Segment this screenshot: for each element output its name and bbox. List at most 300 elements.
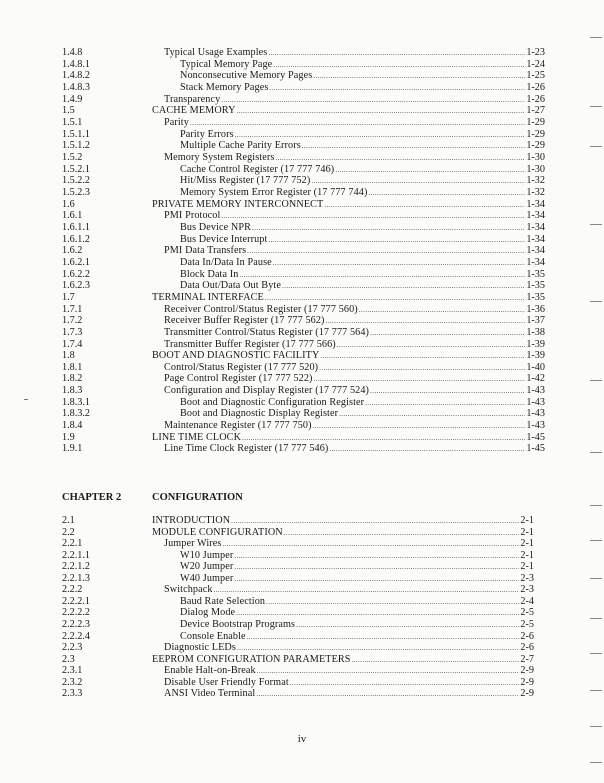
section-title: Line Time Clock Register (17 777 546) — [164, 443, 329, 455]
section-title: Configuration and Display Register (17 777 524) — [164, 385, 370, 397]
section-number: 1.5.1 — [62, 116, 83, 128]
toc-row — [0, 573, 604, 584]
dot-leader — [273, 258, 526, 269]
toc-row — [0, 280, 604, 291]
toc-row — [0, 117, 604, 128]
dot-leader — [314, 374, 526, 385]
toc-row — [0, 315, 604, 326]
section-title: Memory System Error Register (17 777 744) — [180, 186, 368, 198]
section-title: PMI Data Transfers — [164, 245, 247, 257]
page-ref: 2-1 — [520, 526, 534, 538]
toc-row — [0, 47, 604, 58]
page-ref: 2-1 — [520, 549, 534, 561]
toc-entry[interactable] — [164, 362, 545, 374]
toc-row — [0, 538, 604, 549]
dot-leader — [339, 409, 525, 420]
margin-tick — [590, 37, 602, 38]
dot-leader — [296, 620, 519, 631]
section-title: Maintenance Register (17 777 750) — [164, 420, 312, 432]
toc-row — [0, 607, 604, 618]
margin-tick — [590, 618, 602, 619]
section-number: 1.5.2.3 — [62, 186, 91, 198]
toc-row — [0, 397, 604, 408]
section-title: Data Out/Data Out Byte — [180, 280, 281, 292]
section-title: EEPROM CONFIGURATION PARAMETERS — [152, 653, 351, 665]
page-ref: 2-7 — [520, 653, 534, 665]
section-title: Baud Rate Selection — [180, 595, 266, 607]
page-ref: 1-34 — [526, 245, 545, 257]
dot-leader — [282, 281, 525, 292]
page-ref: 1-32 — [526, 186, 545, 198]
toc-row — [0, 408, 604, 419]
toc-row — [0, 350, 604, 361]
dot-leader — [275, 153, 525, 164]
section-title: Typical Usage Examples — [164, 47, 268, 58]
section-title: Control/Status Register (17 777 520) — [164, 361, 319, 373]
margin-tick — [590, 380, 602, 381]
page-ref: 2-5 — [520, 607, 534, 619]
section-title: Hit/Miss Register (17 777 752) — [180, 175, 311, 187]
page-ref: 1-29 — [526, 128, 545, 140]
toc-row — [0, 596, 604, 607]
section-title: W10 Jumper — [180, 549, 234, 561]
section-number: 1.8.1 — [62, 361, 83, 373]
toc-row — [0, 443, 604, 454]
section-number: 1.5.2 — [62, 151, 83, 163]
dot-leader — [247, 246, 525, 257]
dot-leader — [237, 643, 519, 654]
section-title: Multiple Cache Parity Errors — [180, 140, 301, 152]
section-number: 1.5 — [62, 105, 75, 117]
toc-entry[interactable] — [180, 596, 534, 608]
page-ref: 1-30 — [526, 163, 545, 175]
page-ref: 2-9 — [520, 688, 534, 700]
section-number: 1.5.2.1 — [62, 163, 91, 175]
page-ref: 2-6 — [520, 642, 534, 654]
dot-leader — [235, 130, 526, 141]
dot-leader — [190, 118, 525, 129]
chapter-label: CHAPTER 2 — [62, 492, 122, 503]
section-number: 1.6.1.1 — [62, 221, 91, 233]
section-number: 1.4.8 — [62, 47, 83, 58]
margin-tick — [590, 726, 602, 727]
section-title: Receiver Buffer Register (17 777 562) — [164, 315, 325, 327]
section-number: 2.3 — [62, 653, 75, 665]
page-ref: 2-9 — [520, 676, 534, 688]
page-ref: 1-43 — [526, 420, 545, 432]
dot-leader — [237, 106, 526, 117]
section-number: 1.8.3 — [62, 385, 83, 397]
section-title: Parity Errors — [180, 128, 234, 140]
toc-entry[interactable] — [152, 105, 545, 117]
dot-leader — [234, 574, 519, 585]
page-ref: 1-43 — [526, 396, 545, 408]
dot-leader — [266, 597, 519, 608]
section-title: Bus Device NPR — [180, 221, 252, 233]
dot-leader — [337, 340, 526, 351]
chapter2-heading — [0, 491, 604, 504]
dot-leader — [313, 421, 526, 432]
page-ref: 1-34 — [526, 256, 545, 268]
toc-entry[interactable] — [164, 327, 545, 339]
toc-row — [0, 373, 604, 384]
section-number: 1.8.3.2 — [62, 408, 91, 420]
toc-row — [0, 59, 604, 70]
page-ref: 2-6 — [520, 630, 534, 642]
section-number: 1.7.3 — [62, 326, 83, 338]
section-title: MODULE CONFIGURATION — [152, 526, 283, 538]
toc-entry[interactable] — [180, 257, 545, 269]
toc-entry[interactable] — [180, 222, 545, 234]
section-title: Bus Device Interrupt — [180, 233, 268, 245]
margin-tick — [590, 301, 602, 302]
toc-entry[interactable] — [180, 607, 534, 619]
page-ref: 1-34 — [526, 233, 545, 245]
toc-row — [0, 269, 604, 280]
section-number: 1.8.4 — [62, 420, 83, 432]
toc-entry[interactable] — [164, 210, 545, 222]
dot-leader — [234, 551, 519, 562]
section-number: 1.9 — [62, 431, 75, 443]
toc-row — [0, 152, 604, 163]
toc-row — [0, 292, 604, 303]
dot-leader — [242, 433, 525, 444]
section-number: 1.7.4 — [62, 338, 83, 350]
section-title: Transmitter Buffer Register (17 777 566) — [164, 338, 336, 350]
section-title: BOOT AND DIAGNOSTIC FACILITY — [152, 350, 320, 362]
toc-entry[interactable] — [152, 432, 545, 444]
page-ref: 1-34 — [526, 198, 545, 210]
toc-entry[interactable] — [152, 199, 545, 211]
dot-leader — [269, 83, 525, 94]
toc-entry[interactable] — [180, 573, 534, 585]
toc-row — [0, 327, 604, 338]
page-ref: 1-26 — [526, 93, 545, 105]
dot-leader — [359, 305, 526, 316]
section-title: Boot and Diagnostic Configuration Register — [180, 396, 365, 408]
dot-leader — [352, 655, 520, 666]
toc-entry[interactable] — [164, 665, 534, 677]
toc-entry[interactable] — [152, 292, 545, 304]
section-number: 1.8.3.1 — [62, 396, 91, 408]
section-title: W40 Jumper — [180, 572, 234, 584]
section-title: PMI Protocol — [164, 210, 221, 222]
toc-row — [0, 70, 604, 81]
page-ref: 2-4 — [520, 595, 534, 607]
section-title: Data In/Data In Pause — [180, 256, 272, 268]
toc-entry[interactable] — [180, 269, 545, 281]
toc-row — [0, 175, 604, 186]
section-number: 1.5.1.1 — [62, 128, 91, 140]
dot-leader — [290, 678, 520, 689]
section-number: 2.2.2.4 — [62, 630, 91, 642]
section-title: Jumper Wires — [164, 538, 222, 550]
dot-leader — [236, 608, 519, 619]
toc-entry[interactable] — [180, 397, 545, 409]
dot-leader — [231, 516, 519, 527]
section-title: INTRODUCTION — [152, 515, 231, 526]
toc-entry[interactable] — [180, 70, 545, 82]
toc-entry[interactable] — [164, 688, 534, 700]
page-ref: 2-1 — [520, 538, 534, 550]
section-number: 1.5.1.2 — [62, 140, 91, 152]
section-title: W20 Jumper — [180, 561, 234, 573]
dot-leader — [247, 632, 520, 643]
section-number: 2.2 — [62, 526, 75, 538]
toc-entry[interactable] — [180, 619, 534, 631]
page-ref: 1-35 — [526, 280, 545, 292]
dot-leader — [214, 585, 520, 596]
section-title: Console Enable — [180, 630, 246, 642]
section-number: 1.7.1 — [62, 303, 83, 315]
page-ref: 2-5 — [520, 618, 534, 630]
toc-entry[interactable] — [180, 164, 545, 176]
section-number: 2.2.1.3 — [62, 572, 91, 584]
dot-leader — [370, 386, 525, 397]
toc-entry[interactable] — [180, 175, 545, 187]
toc-entry[interactable] — [164, 538, 534, 550]
page-ref: 1-30 — [526, 151, 545, 163]
section-title: Cache Control Register (17 777 746) — [180, 163, 335, 175]
dot-leader — [256, 689, 519, 700]
section-title: LINE TIME CLOCK — [152, 431, 242, 443]
page-number: iv — [297, 733, 307, 745]
page-ref: 1-45 — [526, 431, 545, 443]
toc-entry[interactable] — [164, 584, 534, 596]
toc-row — [0, 631, 604, 642]
toc-row — [0, 654, 604, 665]
section-number: 1.4.8.1 — [62, 58, 91, 70]
section-title: TERMINAL INTERFACE — [152, 291, 264, 303]
toc-entry[interactable] — [180, 234, 545, 246]
toc-entry[interactable] — [164, 385, 545, 397]
dot-leader — [257, 666, 520, 677]
section-title: Dialog Mode — [180, 607, 236, 619]
section-number: 1.6.2 — [62, 245, 83, 257]
section-number: 2.3.3 — [62, 688, 83, 700]
toc-row — [0, 210, 604, 221]
toc-entry[interactable] — [152, 654, 534, 666]
toc-row — [0, 339, 604, 350]
section-number: 1.6 — [62, 198, 75, 210]
toc-entry[interactable] — [180, 280, 545, 292]
toc-entry[interactable] — [152, 527, 534, 539]
toc-row — [0, 129, 604, 140]
dot-leader — [239, 270, 525, 281]
page-ref: 2-3 — [520, 584, 534, 596]
page-ref: 1-35 — [526, 268, 545, 280]
dot-leader — [252, 223, 525, 234]
section-title: Transmitter Control/Status Register (17 777 564) — [164, 326, 370, 338]
section-number: 1.6.2.3 — [62, 280, 91, 292]
toc-entry[interactable] — [164, 117, 545, 129]
toc-entry[interactable] — [180, 561, 534, 573]
toc-entry[interactable] — [164, 642, 534, 654]
toc-row — [0, 527, 604, 538]
section-number: 2.2.1 — [62, 538, 83, 550]
section-number: 2.3.1 — [62, 665, 83, 677]
margin-tick — [590, 690, 602, 691]
toc-entry[interactable] — [164, 152, 545, 164]
toc-entry[interactable] — [152, 350, 545, 362]
toc-entry[interactable] — [164, 677, 534, 689]
dot-leader — [365, 398, 525, 409]
section-number: 1.6.2.2 — [62, 268, 91, 280]
dot-leader — [368, 188, 525, 199]
toc-row — [0, 677, 604, 688]
section-number: 1.7.2 — [62, 315, 83, 327]
section-number: 2.2.1.1 — [62, 549, 91, 561]
section-title: Diagnostic LEDs — [164, 642, 236, 654]
toc-row — [0, 665, 604, 676]
toc-entry[interactable] — [180, 631, 534, 643]
section-title: Switchpack — [164, 584, 213, 596]
page-ref: 1-36 — [526, 303, 545, 315]
toc-entry[interactable] — [180, 129, 545, 141]
toc-row — [0, 688, 604, 699]
section-title: PRIVATE MEMORY INTERCONNECT — [152, 198, 324, 210]
dot-leader — [320, 351, 525, 362]
section-number: 1.9.1 — [62, 443, 83, 455]
toc-row — [0, 550, 604, 561]
page-ref: 1-25 — [526, 70, 545, 82]
dot-leader — [221, 95, 525, 106]
toc-row — [0, 515, 604, 526]
section-title: Parity — [164, 116, 189, 128]
page-ref: 1-32 — [526, 175, 545, 187]
dot-leader — [234, 562, 519, 573]
toc-row — [0, 94, 604, 105]
page-ref: 1-37 — [526, 315, 545, 327]
toc-row — [0, 385, 604, 396]
section-number: 1.8.2 — [62, 373, 83, 385]
section-title: CACHE MEMORY — [152, 105, 236, 117]
toc-entry[interactable] — [164, 339, 545, 351]
section-number: 1.4.8.3 — [62, 81, 91, 93]
toc-entry[interactable] — [180, 59, 545, 71]
page-ref: 1-39 — [526, 350, 545, 362]
toc-entry[interactable] — [164, 443, 545, 455]
toc-entry[interactable] — [180, 550, 534, 562]
page-ref: 1-23 — [526, 47, 545, 58]
margin-tick — [590, 578, 602, 579]
margin-tick — [24, 399, 28, 400]
section-title: Page Control Register (17 777 522) — [164, 373, 313, 385]
page-ref: 2-1 — [520, 561, 534, 573]
margin-tick — [590, 505, 602, 506]
toc-row — [0, 199, 604, 210]
page-ref: 1-34 — [526, 221, 545, 233]
toc-row — [0, 584, 604, 595]
toc-entry[interactable] — [164, 373, 545, 385]
margin-tick — [590, 540, 602, 541]
toc-entry[interactable] — [180, 187, 545, 199]
section-title: Disable User Friendly Format — [164, 676, 289, 688]
toc-row — [0, 245, 604, 256]
section-number: 2.2.1.2 — [62, 561, 91, 573]
section-number: 2.2.2.2 — [62, 607, 91, 619]
toc-entry[interactable] — [152, 515, 534, 527]
dot-leader — [268, 235, 525, 246]
toc-entry[interactable] — [164, 94, 545, 106]
page-ref: 2-9 — [520, 665, 534, 677]
toc-entry[interactable] — [164, 420, 545, 432]
toc-row — [0, 362, 604, 373]
page-ref: 2-1 — [520, 515, 534, 526]
page-ref: 1-43 — [526, 385, 545, 397]
margin-tick — [590, 106, 602, 107]
section-title: Nonconsecutive Memory Pages — [180, 70, 313, 82]
page-ref: 1-40 — [526, 361, 545, 373]
section-title: Typical Memory Page — [180, 58, 273, 70]
section-number: 1.4.8.2 — [62, 70, 91, 82]
toc-entry[interactable] — [180, 140, 545, 152]
toc-entry[interactable] — [164, 315, 545, 327]
toc-entry[interactable] — [180, 82, 545, 94]
toc-entry[interactable] — [164, 245, 545, 257]
page-ref: 1-29 — [526, 116, 545, 128]
toc-entry[interactable] — [180, 408, 545, 420]
dot-leader — [370, 328, 525, 339]
section-number: 2.1 — [62, 515, 75, 526]
toc-row — [0, 642, 604, 653]
dot-leader — [311, 176, 525, 187]
dot-leader — [273, 60, 525, 71]
toc-entry[interactable] — [164, 304, 545, 316]
section-number: 2.2.2 — [62, 584, 83, 596]
page-ref: 1-42 — [526, 373, 545, 385]
page-ref: 1-39 — [526, 338, 545, 350]
section-number: 2.2.3 — [62, 642, 83, 654]
toc-row — [0, 105, 604, 116]
toc-row — [0, 432, 604, 443]
section-number: 2.2.2.1 — [62, 595, 91, 607]
toc-entry[interactable] — [164, 47, 545, 59]
margin-tick — [590, 452, 602, 453]
section-number: 1.6.1.2 — [62, 233, 91, 245]
dot-leader — [284, 528, 520, 539]
dot-leader — [319, 363, 525, 374]
dot-leader — [222, 539, 519, 550]
margin-tick — [590, 146, 602, 147]
page-ref: 1-29 — [526, 140, 545, 152]
toc-row — [0, 222, 604, 233]
toc-row — [0, 82, 604, 93]
section-title: Transparency — [164, 93, 221, 105]
page-ref: 1-26 — [526, 81, 545, 93]
section-number: 1.8 — [62, 350, 75, 362]
margin-tick — [590, 653, 602, 654]
dot-leader — [329, 444, 525, 455]
toc-row — [0, 234, 604, 245]
page-ref: 1-35 — [526, 291, 545, 303]
toc-row — [0, 140, 604, 151]
page-ref: 1-43 — [526, 408, 545, 420]
section-number: 1.6.1 — [62, 210, 83, 222]
dot-leader — [302, 141, 526, 152]
dot-leader — [324, 200, 525, 211]
section-number: 1.7 — [62, 291, 75, 303]
page-ref: 1-38 — [526, 326, 545, 338]
toc-row — [0, 304, 604, 315]
toc-row — [0, 187, 604, 198]
page-ref: 1-27 — [526, 105, 545, 117]
section-title: Device Bootstrap Programs — [180, 618, 296, 630]
dot-leader — [335, 165, 525, 176]
toc-row — [0, 619, 604, 630]
margin-tick — [590, 224, 602, 225]
section-title: ANSI Video Terminal — [164, 688, 256, 700]
